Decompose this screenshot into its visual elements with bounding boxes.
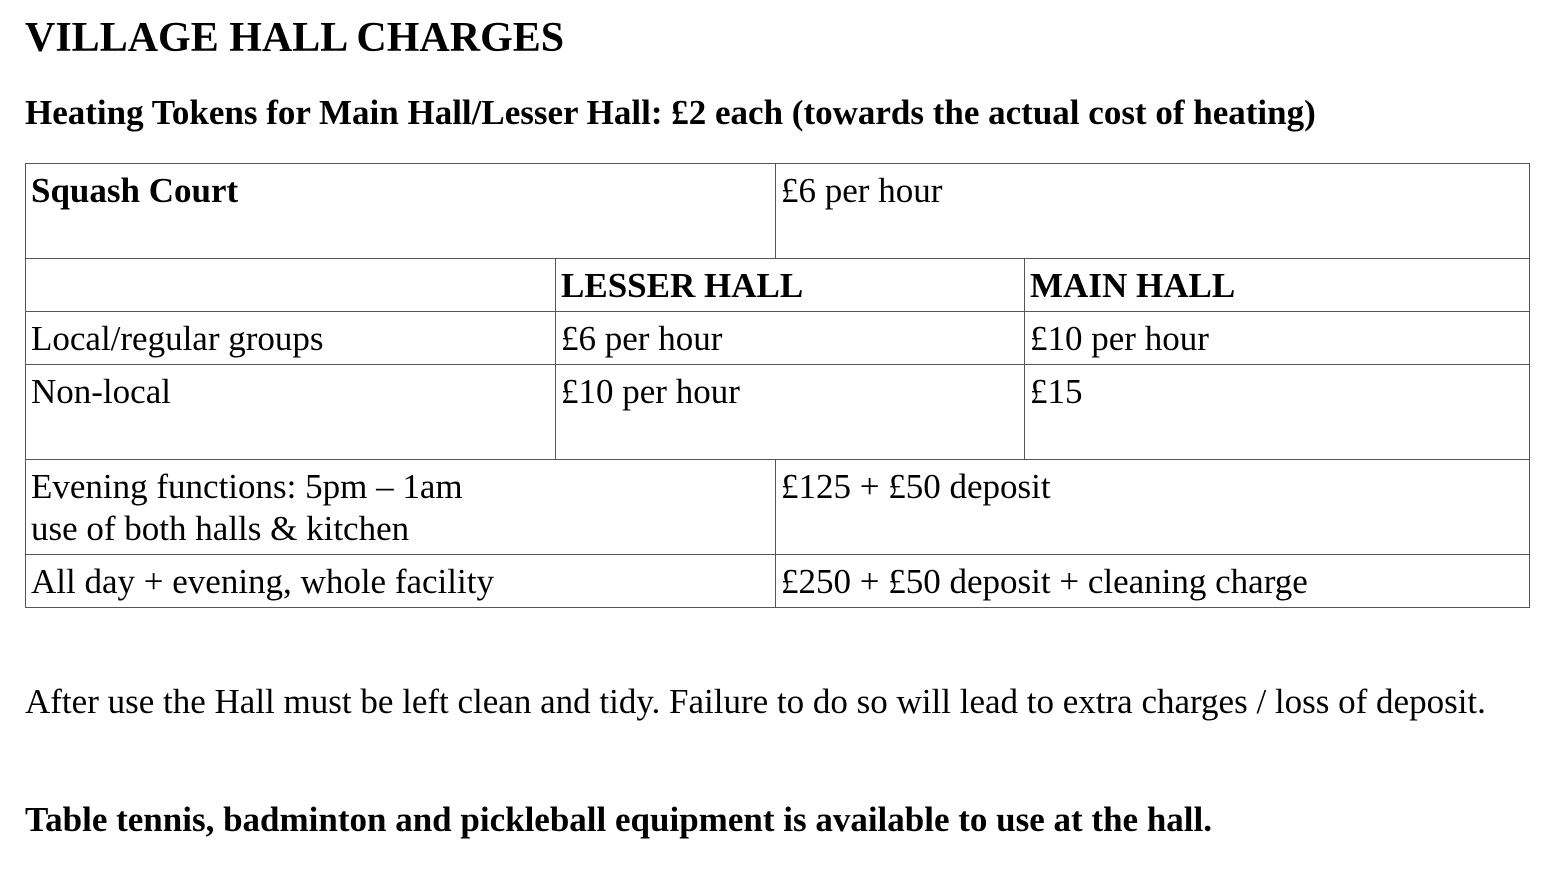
page-title: VILLAGE HALL CHARGES — [25, 15, 565, 61]
table-row-squash — [26, 164, 1530, 259]
equipment-notice: Table tennis, badminton and pickleball equipment is available to use at the hall. — [25, 800, 1212, 839]
table-row-evening — [26, 460, 1530, 555]
table-row-headers — [26, 259, 1530, 312]
lesser-hall-header: LESSER HALL — [556, 259, 1025, 312]
table-row-local-regular — [26, 312, 1530, 365]
squash-court-label: Squash Court — [26, 164, 776, 259]
table-row-all-day — [26, 555, 1530, 608]
main-hall-header: MAIN HALL — [1025, 259, 1530, 312]
squash-court-price: £6 per hour — [776, 164, 1530, 259]
non-local-label: Non-local — [26, 365, 556, 460]
table-row-non-local — [26, 365, 1530, 460]
evening-label-line1: Evening functions: 5pm – 1am — [31, 467, 463, 506]
charges-table — [25, 163, 1530, 608]
local-regular-label: Local/regular groups — [26, 312, 556, 365]
local-regular-lesser-price: £6 per hour — [556, 312, 1025, 365]
empty-header-cell — [26, 259, 556, 312]
heating-tokens-note: Heating Tokens for Main Hall/Lesser Hall: £2 each (towards the actual cost of heating) — [25, 93, 1316, 132]
evening-functions-label — [26, 460, 776, 555]
evening-label-line2: use of both halls & kitchen — [31, 509, 410, 548]
non-local-main-price: £15 — [1025, 365, 1530, 460]
non-local-lesser-price: £10 per hour — [556, 365, 1025, 460]
all-day-price: £250 + £50 deposit + cleaning charge — [776, 555, 1530, 608]
local-regular-main-price: £10 per hour — [1025, 312, 1530, 365]
cleanliness-notice: After use the Hall must be left clean and tidy. Failure to do so will lead to extra charges / loss of deposit. — [25, 682, 1486, 721]
evening-functions-price: £125 + £50 deposit — [776, 460, 1530, 555]
all-day-label: All day + evening, whole facility — [26, 555, 776, 608]
